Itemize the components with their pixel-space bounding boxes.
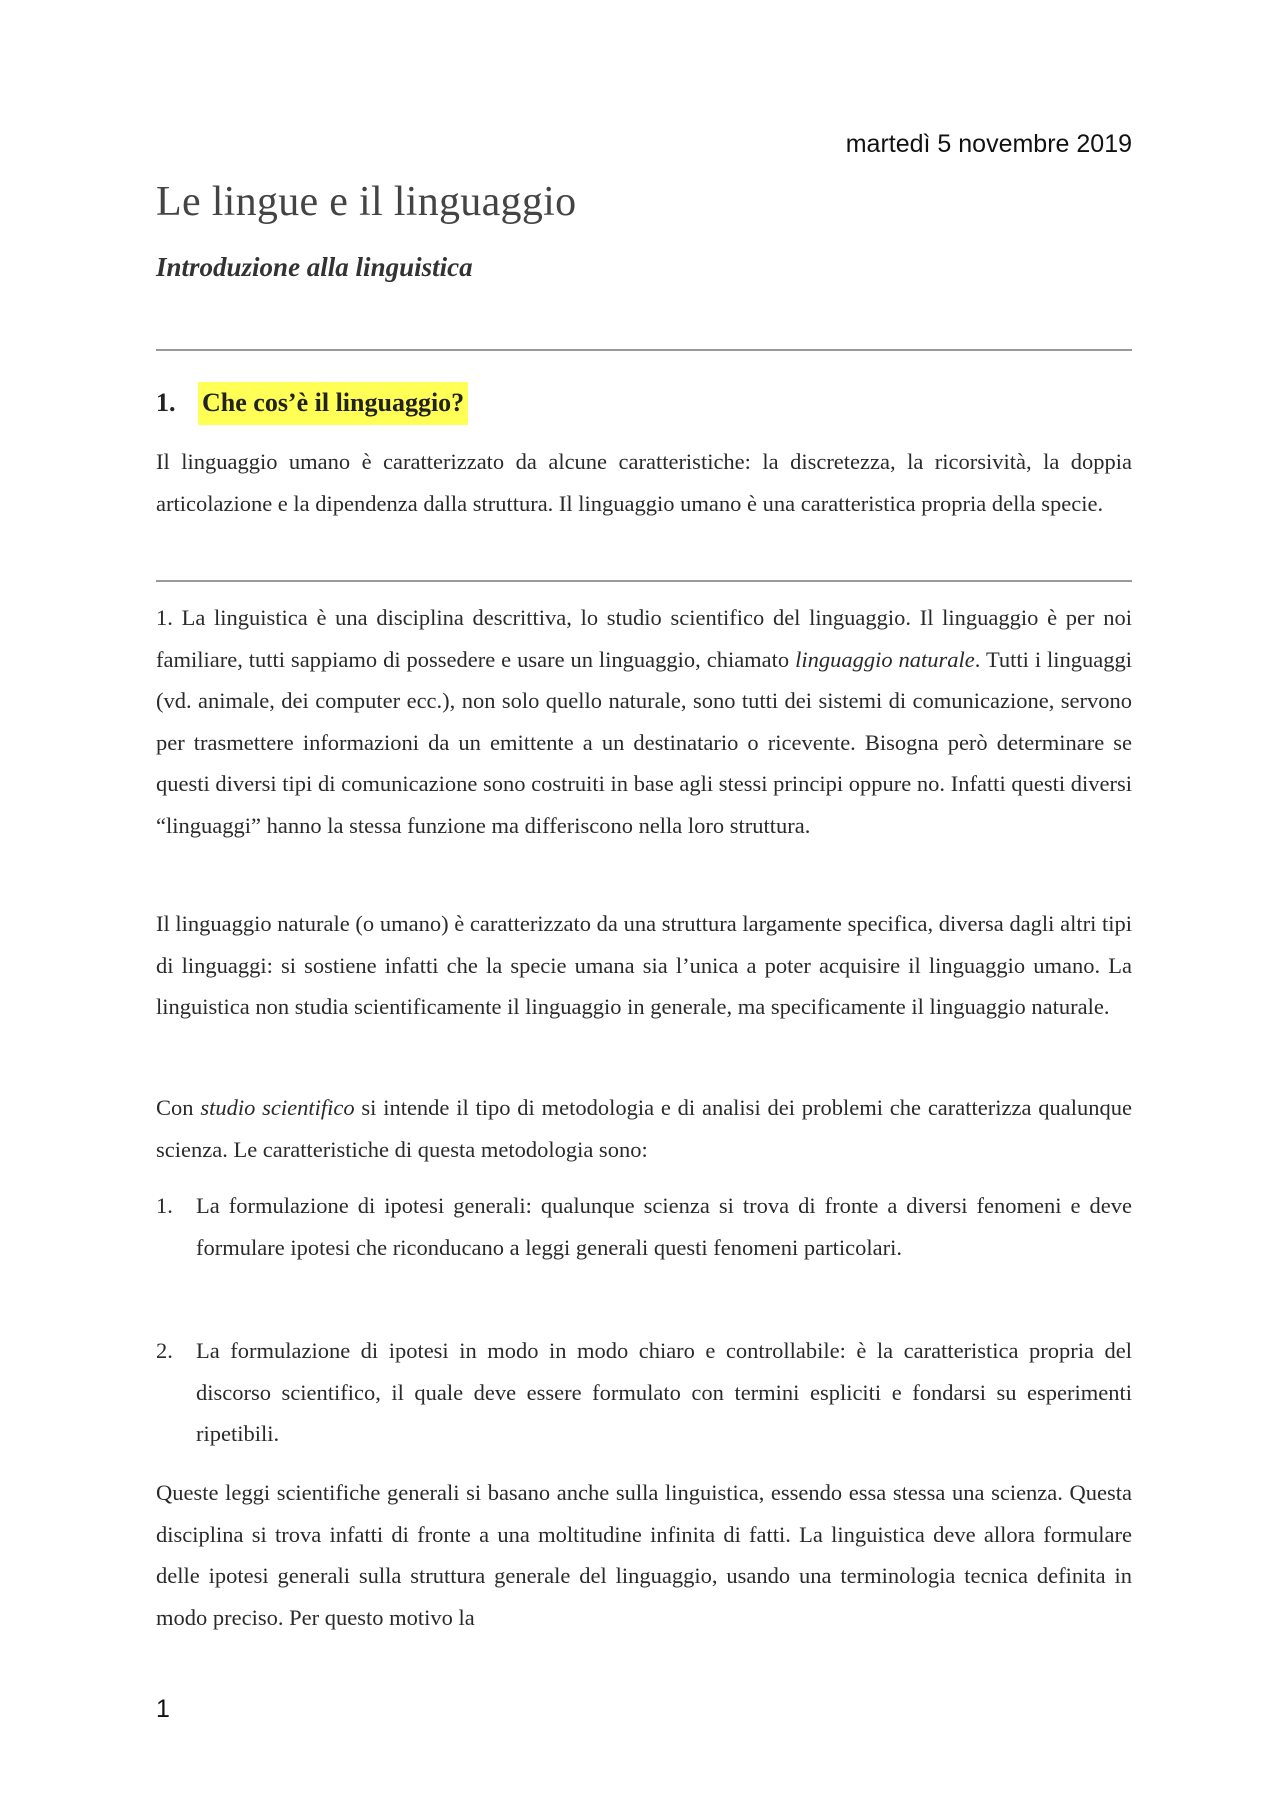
paragraph-text: 1. La linguistica è una disciplina descrittiva, lo studio scientifico del linguaggio. Il linguaggio è per noi familiare, tutti sappiamo di possedere e usare un linguaggio, chiamato — [156, 605, 1132, 672]
italic-term: linguaggio naturale — [795, 646, 975, 672]
list-marker: 2. — [156, 1338, 173, 1363]
section-number: 1. — [156, 388, 176, 417]
section-heading — [156, 388, 468, 418]
highlighted-heading-text: Che cos’è il linguaggio? — [198, 382, 468, 425]
list-item — [156, 1185, 1132, 1268]
list-item-text: La formulazione di ipotesi generali: qualunque scienza si trova di fronte a diversi fenomeni e deve formulare ipotesi che riconducano a leggi generali questi fenomeni particolari. — [196, 1193, 1132, 1260]
horizontal-divider — [156, 580, 1132, 582]
horizontal-divider — [156, 349, 1132, 351]
paragraph-text: . Tutti i linguaggi (vd. animale, dei computer ecc.), non solo quello naturale, sono tutti dei sistemi di comunicazione, servono per trasmettere informazioni da un emittente a un destinatario o ricevente. Bisogna però determinare se questi diversi tipi di comunicazione sono costruiti in base agli stessi principi oppure no. Infatti questi diversi “linguaggi” hanno la stessa funzione ma differiscono nella loro struttura. — [156, 646, 1132, 838]
summary-paragraph: Il linguaggio umano è caratterizzato da alcune caratteristiche: la discretezza, la ricorsività, la doppia articolazione e la dipendenza dalla struttura. Il linguaggio umano è una caratteristica propria della specie. — [156, 449, 1132, 516]
body-paragraph: Il linguaggio naturale (o umano) è caratterizzato da una struttura largamente specifica, diversa dagli altri tipi di linguaggi: si sostiene infatti che la specie umana sia l’unica a poter acquisire il linguaggio umano. La linguistica non studia scientificamente il linguaggio in generale, ma specificamente il linguaggio naturale. — [156, 911, 1132, 1019]
list-item — [156, 1330, 1132, 1455]
document-title: Le lingue e il linguaggio — [156, 179, 577, 225]
body-paragraph — [156, 1087, 1132, 1170]
list-item-text: La formulazione di ipotesi in modo in modo chiaro e controllabile: è la caratteristica propria del discorso scientifico, il quale deve essere formulato con termini espliciti e fondarsi su esperimenti ripetibili. — [196, 1338, 1132, 1446]
document-date: martedì 5 novembre 2019 — [845, 130, 1132, 158]
body-paragraph: Queste leggi scientifiche generali si basano anche sulla linguistica, essendo essa stessa una scienza. Questa disciplina si trova infatti di fronte a una moltitudine infinita di fatti. La linguistica deve allora formulare delle ipotesi generali sulla struttura generale del linguaggio, usando una terminologia tecnica definita in modo preciso. Per questo motivo la — [156, 1480, 1132, 1630]
italic-term: studio scientifico — [200, 1095, 355, 1120]
paragraph-text: Con — [156, 1095, 201, 1120]
paragraph-text: si intende il tipo di metodologia e di analisi dei problemi che caratterizza qualunque scienza. Le caratteristiche di questa metodologia sono: — [156, 1095, 1132, 1162]
document-subtitle: Introduzione alla linguistica — [156, 252, 473, 282]
list-marker: 1. — [156, 1193, 173, 1218]
body-paragraph — [156, 597, 1132, 846]
page-number: 1 — [156, 1695, 170, 1723]
